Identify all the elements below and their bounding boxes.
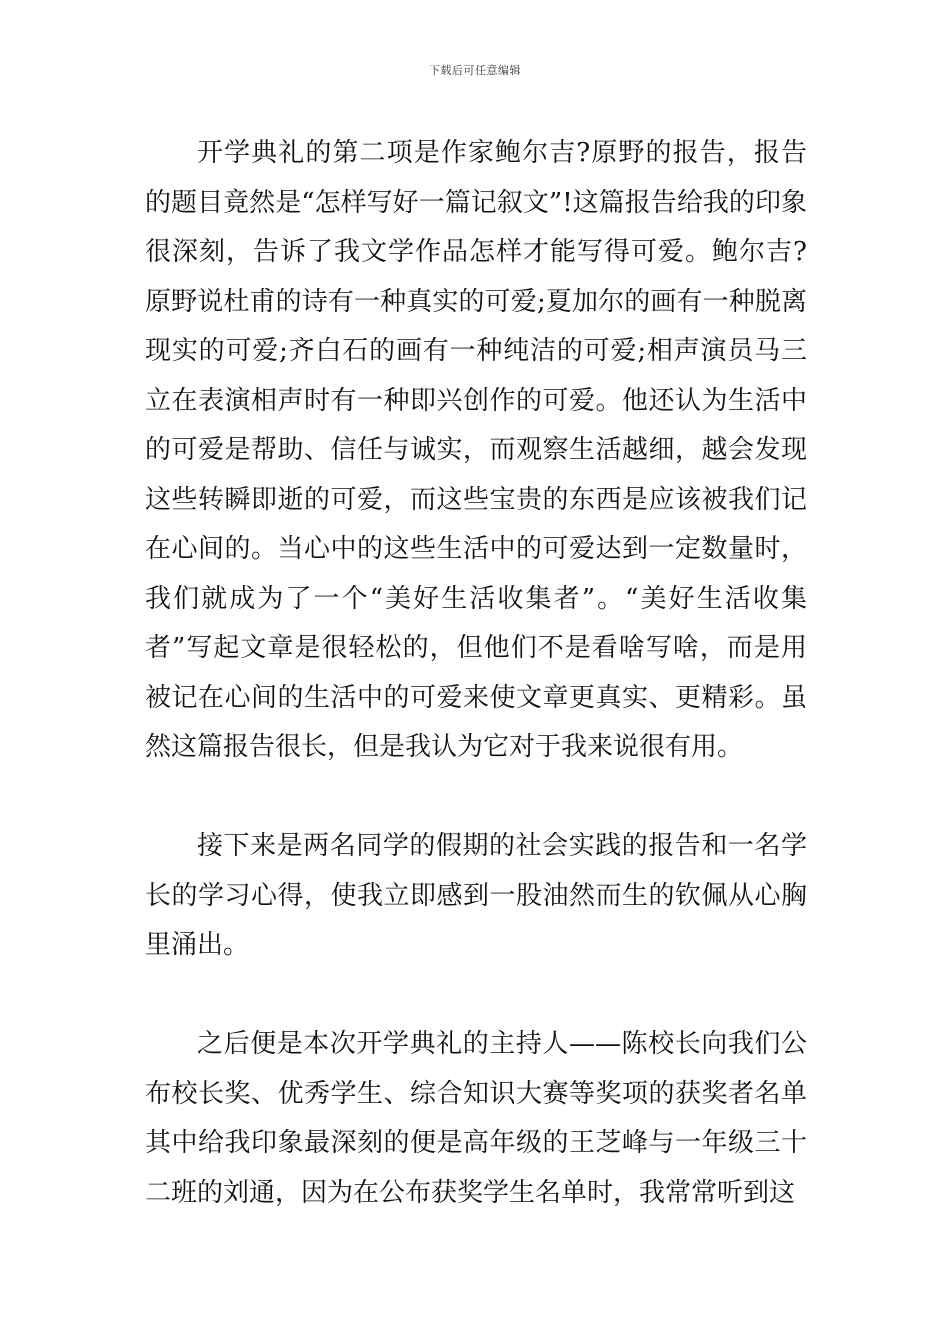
paragraph-practice-report: 接下来是两名同学的假期的社会实践的报告和一名学长的学习心得，使我立即感到一股油然而生的钦佩从心胸里涌出。 bbox=[145, 831, 807, 960]
page-header: 下载后可任意编辑 bbox=[429, 64, 521, 77]
paragraph-opening-report: 开学典礼的第二项是作家鲍尔吉?原野的报告，报告的题目竟然是“怎样写好一篇记叙文”!这篇报告给我的印象很深刻，告诉了我文学作品怎样才能写得可爱。鲍尔吉?原野说杜甫的诗有一种真实的可爱;夏加尔的画有一种脱离现实的可爱;齐白石的画有一种纯洁的可爱;相声演员马三立在表演相声时有一种即兴创作的可爱。他还认为生活中的可爱是帮助、信任与诚实，而观察生活越细，越会发现这些转瞬即逝的可爱，而这些宝贵的东西是应该被我们记在心间的。当心中的这些生活中的可爱达到一定数量时，我们就成为了一个“美好生活收集者”。“美好生活收集者”写起文章是很轻松的，但他们不是看啥写啥，而是用被记在心间的生活中的可爱来使文章更真实、更精彩。虽然这篇报告很长，但是我认为它对于我来说很有用。 bbox=[145, 138, 807, 762]
document-body bbox=[145, 129, 807, 1218]
paragraph-award-announcement: 之后便是本次开学典礼的主持人——陈校长向我们公布校长奖、优秀学生、综合知识大赛等奖项的获奖者名单其中给我印象最深刻的便是高年级的王芝峰与一年级三十二班的刘通，因为在公布获奖学生名单时，我常常听到这 bbox=[145, 1029, 807, 1208]
